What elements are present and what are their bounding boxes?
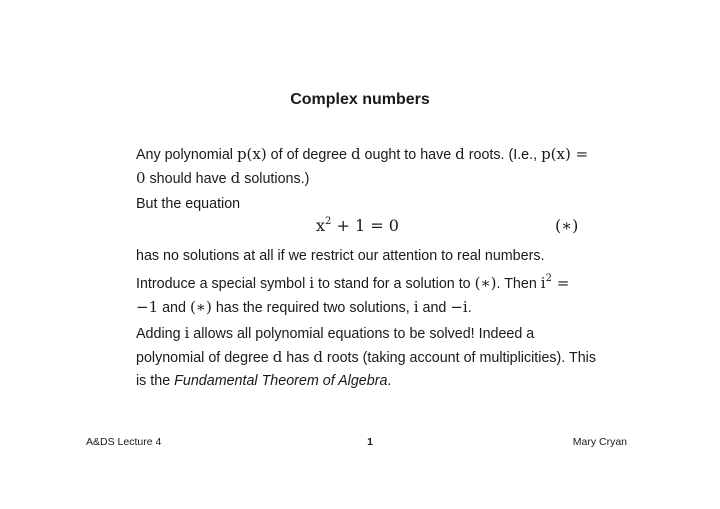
- math-d: d: [230, 169, 241, 187]
- footer-page-number: 1: [367, 436, 373, 448]
- text: should have: [145, 171, 231, 187]
- paragraph-no-real-solutions: [136, 245, 596, 268]
- text: and: [418, 300, 451, 316]
- math-i-base: i: [540, 274, 546, 292]
- text: But the equation: [136, 196, 241, 212]
- text: has the required two solutions,: [211, 300, 414, 316]
- math-star-ref: (∗): [189, 298, 212, 316]
- math-minus-i: −i: [450, 298, 468, 316]
- math-i-exp: 2: [545, 273, 552, 284]
- text: and: [158, 300, 190, 316]
- equation-tag: (∗): [555, 216, 579, 235]
- footer-course: A&DS Lecture 4: [86, 436, 162, 448]
- math-d: d: [313, 348, 323, 366]
- text: Introduce a special symbol: [136, 276, 310, 292]
- text: .: [387, 373, 392, 389]
- text: to stand for a solution to: [314, 276, 475, 292]
- math-d: d: [350, 145, 361, 163]
- text: of of degree: [266, 147, 351, 163]
- paragraph-polynomial-roots: [136, 143, 596, 191]
- text: roots (taking account of multiplicities). This is the: [136, 350, 596, 389]
- text: Adding: [136, 326, 185, 342]
- eq-base: x: [316, 216, 326, 235]
- math-d: d: [455, 145, 465, 163]
- eq-rest: + 1 = 0: [331, 216, 399, 235]
- display-equation: [316, 216, 399, 235]
- math-d: d: [272, 348, 283, 366]
- math-i: i: [309, 274, 315, 292]
- text: roots. (I.e.,: [464, 147, 542, 163]
- math-px-eq-0: p(x) = 0: [136, 145, 589, 187]
- paragraph-introduce-i: [136, 272, 596, 320]
- math-eq-minus-one: = −1: [136, 274, 570, 316]
- math-star-ref: (∗): [474, 274, 497, 292]
- math-i: i: [184, 324, 190, 342]
- text: allows all polynomial equations to be solved! Indeed a polynomial of degree: [136, 326, 535, 366]
- paragraph-but-equation: [136, 193, 596, 216]
- text: ought to have: [360, 147, 456, 163]
- text: has: [282, 350, 314, 366]
- slide-title: Complex numbers: [290, 91, 430, 108]
- theorem-name: Fundamental Theorem of Algebra: [174, 373, 388, 389]
- math-px: p(x): [236, 145, 267, 163]
- text: solutions.): [240, 171, 310, 187]
- paragraph-fundamental-theorem: [136, 322, 596, 393]
- eq-exponent: 2: [325, 216, 332, 227]
- text: Any polynomial: [136, 147, 237, 163]
- math-i: i: [413, 298, 419, 316]
- text: has no solutions at all if we restrict our attention to real numbers.: [136, 248, 545, 264]
- text: .: [467, 300, 472, 316]
- text: . Then: [496, 276, 541, 292]
- footer-author: Mary Cryan: [572, 436, 627, 448]
